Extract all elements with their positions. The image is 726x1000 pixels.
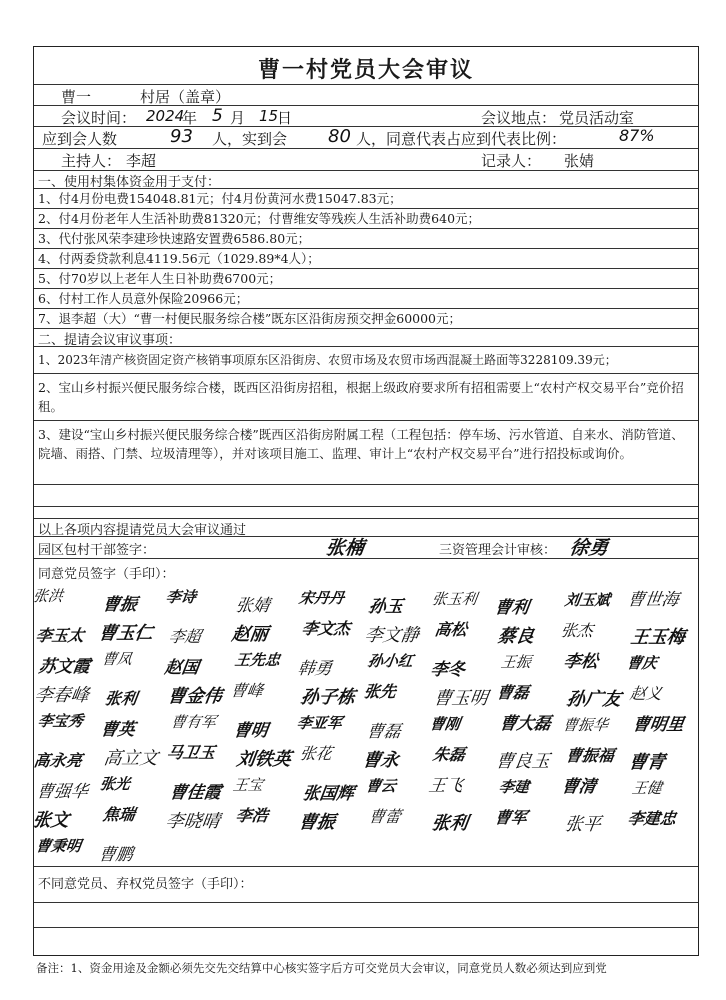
time-label: 会议时间： — [61, 109, 137, 127]
member-signature: 张玉利 — [430, 590, 479, 608]
village-name: 曹一 — [61, 88, 92, 106]
member-signature: 曹军 — [493, 808, 529, 827]
section1-item — [34, 289, 698, 309]
member-signature: 曹清 — [560, 777, 598, 797]
member-signature: 孙广友 — [565, 689, 623, 710]
section2-item — [34, 347, 698, 374]
member-signature: 高永亮 — [32, 751, 84, 770]
section1-heading-row — [34, 171, 698, 189]
section1-item — [34, 269, 698, 289]
member-signature: 张利 — [430, 813, 470, 834]
member-signature: 曹世海 — [626, 590, 681, 610]
disagree-signature-area — [34, 867, 698, 955]
member-signature: 曹玉明 — [432, 688, 490, 709]
member-signature: 曹大磊 — [498, 714, 553, 734]
member-signature: 李晓晴 — [164, 811, 222, 832]
auditor-label: 三资管理会计审核： — [439, 543, 557, 558]
member-signature: 曹强华 — [35, 782, 90, 802]
member-signature: 李浩 — [234, 806, 270, 825]
section1-item — [34, 249, 698, 269]
actual-label: 人，实到会 — [212, 130, 288, 148]
member-signature: 曹秉明 — [34, 837, 83, 855]
page-title: 曹一村党员大会审议 — [257, 57, 474, 83]
section1-item-text: 7、退李超（大）“曹一村便民服务综合楼”既东区沿街房预交押金60000元； — [38, 311, 461, 326]
member-signature: 曹磊 — [495, 683, 531, 702]
member-signature: 王振 — [499, 653, 533, 671]
member-signature: 张国辉 — [301, 784, 356, 804]
host-label: 主持人： — [61, 152, 122, 170]
day-unit: 日 — [277, 109, 293, 127]
member-signature: 张光 — [98, 775, 132, 793]
approval-statement: 以上各项内容提请党员大会审议通过 — [38, 523, 247, 538]
section1-item-text: 1、付4月份电费154048.81元；付4月份黄河水费15047.83元； — [38, 191, 402, 206]
member-signature: 曹振 — [101, 595, 139, 615]
village-row — [34, 85, 698, 106]
auditor-signature: 徐勇 — [568, 537, 610, 559]
disagree-rule — [34, 902, 698, 903]
member-signature: 张杰 — [559, 621, 595, 640]
member-signature: 张花 — [298, 744, 334, 763]
section1-item-text: 2、付4月份老年人生活补助费81320元；付曹维安等残疾人生活补助费640元； — [38, 211, 481, 226]
section2-item — [34, 421, 698, 485]
member-signature: 曹振 — [297, 812, 337, 833]
recorder-label: 记录人： — [481, 152, 542, 170]
member-signature: 曹鹏 — [97, 845, 135, 865]
member-signature: 李冬 — [429, 660, 467, 680]
meeting-month: 5 — [212, 106, 223, 126]
member-signature: 李宝秀 — [36, 712, 85, 730]
seal-label: 村居（盖章） — [140, 88, 231, 106]
member-signature: 赵义 — [628, 684, 664, 703]
member-signature: 焦瑞 — [101, 805, 137, 824]
section2-heading-row — [34, 329, 698, 347]
member-signature: 韩勇 — [296, 659, 334, 679]
section1-item — [34, 229, 698, 249]
meeting-time-row — [34, 106, 698, 127]
ratio-label: 人，同意代表占应到代表比例： — [356, 130, 567, 148]
blank-row — [34, 485, 698, 507]
member-signature: 曹英 — [99, 720, 137, 740]
member-signature: 高松 — [433, 620, 469, 639]
member-signature: 张文 — [31, 810, 71, 831]
member-signature: 曹云 — [364, 777, 398, 795]
section2-heading: 二、提请会议审议事项： — [38, 333, 182, 348]
member-signature: 张先 — [362, 682, 398, 701]
section1-item-text: 3、代付张风荣李建珍快速路安置费6586.80元； — [38, 231, 311, 246]
disagree-label: 不同意党员、弃权党员签字（手印）： — [38, 877, 253, 892]
section2-item-text: 3、建设“宝山乡村振兴便民服务综合楼”既西区沿街房附属工程（工程包括：停车场、污水管道、自来水、消防管道、院墙、雨搭、门禁、垃圾清理等），并对该项目施工、监理、审计上“农村产权交易平台”进行招投标或询价。 — [38, 427, 684, 461]
member-signature: 曹磊 — [365, 722, 403, 742]
host-row — [34, 149, 698, 171]
member-signature: 宋丹丹 — [297, 589, 346, 607]
attendance-row — [34, 127, 698, 149]
member-signature: 孙玉 — [367, 597, 405, 617]
expected-count: 93 — [170, 126, 193, 147]
cadre-label: 园区包村干部签字： — [38, 543, 156, 558]
blank-row — [34, 507, 698, 519]
recorder-name: 张婧 — [564, 152, 595, 170]
meeting-day: 15 — [259, 107, 279, 125]
meeting-place: 党员活动室 — [559, 109, 635, 127]
host-name: 李超 — [126, 152, 157, 170]
member-signature: 李建忠 — [626, 809, 678, 828]
member-signature: 曹金伟 — [166, 686, 224, 707]
cadre-signature: 张楠 — [324, 537, 366, 559]
member-signature: 曹蕾 — [367, 807, 403, 826]
section2-item-text: 2、宝山乡村振兴便民服务综合楼，既西区沿街房招租，根据上级政府要求所有招租需要上“农村产权交易平台”竞价招租。 — [38, 380, 684, 414]
member-signature: 曹青 — [627, 752, 667, 773]
member-signature: 刘铁英 — [235, 749, 293, 770]
month-unit: 月 — [230, 109, 246, 127]
member-signature: 王宝 — [231, 776, 265, 794]
section1-item — [34, 309, 698, 329]
section2-item-text: 1、2023年清产核资固定资产核销事项原东区沿街房、农贸市场及农贸市场西混凝土路面等3228109.39元； — [38, 353, 617, 367]
member-signature: 曹振华 — [561, 716, 610, 734]
member-signature: 李文杰 — [300, 619, 352, 638]
section1-heading: 一、使用村集体资金用于支付： — [38, 175, 221, 190]
member-signature: 曹庆 — [625, 654, 659, 672]
cadre-row — [34, 537, 698, 559]
place-label: 会议地点： — [481, 109, 557, 127]
member-signature: 张婧 — [234, 596, 272, 616]
ratio-value: 87% — [619, 126, 655, 145]
member-signature: 赵国 — [163, 658, 201, 678]
member-signature: 孙子栋 — [299, 687, 357, 708]
member-signature: 张平 — [563, 814, 603, 835]
section1-item-text: 4、付两委贷款利息4119.56元（1029.89*4人）； — [38, 251, 320, 266]
member-signature: 王玉梅 — [629, 627, 687, 648]
actual-count: 80 — [328, 126, 351, 147]
expected-label: 应到会人数 — [42, 130, 118, 148]
member-signature: 李超 — [167, 627, 203, 646]
member-signature: 曹良玉 — [494, 751, 552, 772]
title-row — [34, 47, 698, 85]
member-signature: 曹明 — [232, 721, 270, 741]
member-signature: 王飞 — [427, 776, 465, 796]
member-signature: 朱磊 — [431, 745, 467, 764]
member-signature: 赵丽 — [230, 624, 270, 645]
member-signature: 刘玉斌 — [563, 591, 612, 609]
section1-item-text: 5、付70岁以上老年人生日补助费6700元； — [38, 271, 282, 286]
member-signature: 李玉太 — [34, 626, 86, 645]
member-signature: 王健 — [630, 779, 664, 797]
agree-signature-area — [31, 559, 698, 867]
meeting-form — [33, 46, 699, 956]
member-signature: 李亚军 — [295, 714, 344, 732]
section2-item — [34, 374, 698, 421]
member-signature: 曹玉仁 — [97, 623, 155, 644]
member-signature: 曹刚 — [428, 715, 462, 733]
member-signature: 孙小红 — [366, 652, 415, 670]
member-signature: 蔡良 — [496, 626, 536, 647]
member-signature: 张利 — [103, 689, 139, 708]
member-signature: 曹明里 — [631, 715, 686, 735]
member-signature: 李春峰 — [33, 685, 91, 706]
member-signature: 张洪 — [31, 587, 65, 605]
disagree-rule — [34, 927, 698, 928]
member-signature: 马卫玉 — [165, 743, 217, 762]
member-signature: 高立文 — [102, 748, 160, 769]
year-unit: 年 — [182, 109, 198, 127]
member-signature: 曹佳霞 — [168, 783, 223, 803]
section1-item-text: 6、付村工作人员意外保险20966元； — [38, 291, 249, 306]
section1-item — [34, 209, 698, 229]
member-signature: 王先忠 — [233, 651, 282, 669]
member-signature: 曹振福 — [564, 746, 616, 765]
member-signature: 曹凤 — [100, 650, 134, 668]
section1-item — [34, 189, 698, 209]
meeting-year: 2024 — [146, 107, 185, 125]
footnote: 备注：1、资金用途及金额必须先交先交结算中心核实签字后方可交党员大会审议，同意党员人数必须达到应到党 — [36, 961, 607, 975]
member-signature: 曹利 — [493, 598, 531, 618]
member-signature: 李建 — [497, 778, 531, 796]
agree-label: 同意党员签字（手印）： — [38, 567, 175, 582]
member-signature: 李松 — [562, 652, 600, 672]
member-signature: 苏文霞 — [37, 657, 92, 677]
member-signature: 曹永 — [361, 750, 401, 771]
member-signature: 曹有军 — [169, 713, 218, 731]
member-signature: 曹峰 — [229, 681, 265, 700]
member-signature: 李诗 — [164, 588, 198, 606]
member-signature: 李文静 — [363, 625, 421, 646]
